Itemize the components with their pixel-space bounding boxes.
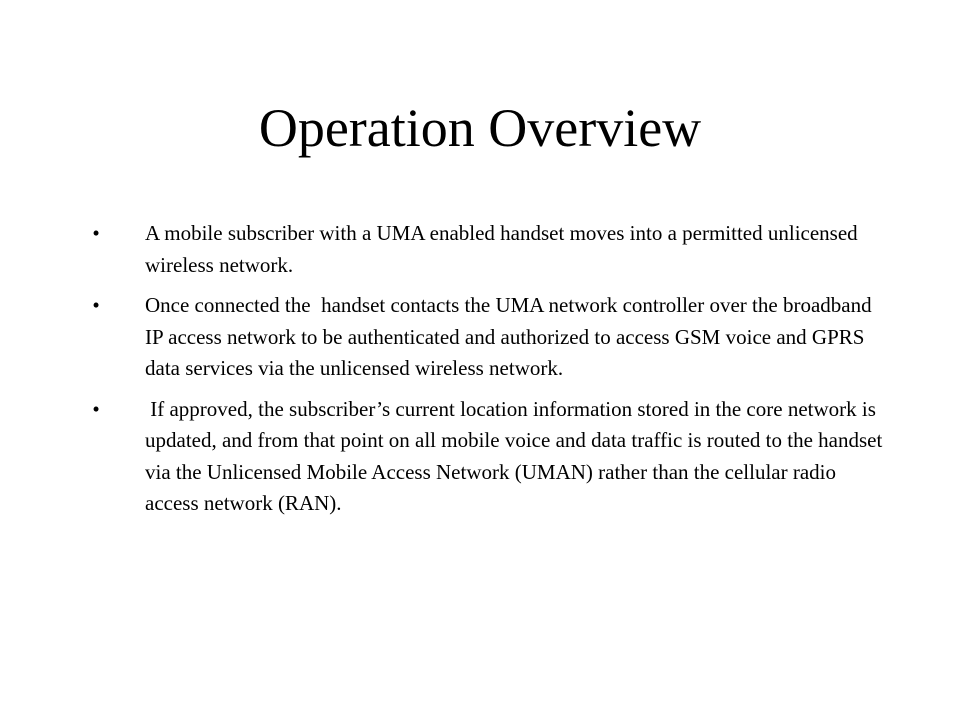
bullet-item: [86, 394, 886, 520]
slide-title: Operation Overview: [258, 98, 702, 158]
bullet-text: Once connected the handset contacts the UMA network controller over the broadband IP access network to be authenticated and authorized to access GSM voice and GPRS data services via the unlicensed wireless network.: [145, 293, 877, 380]
bullet-text: A mobile subscriber with a UMA enabled handset moves into a permitted unlicensed wireless network.: [145, 221, 863, 277]
bullet-item: [86, 290, 886, 385]
bullet-text: If approved, the subscriber’s current location information stored in the core network is updated, and from that point on all mobile voice and data traffic is routed to the handset via the Unlicensed Mobile Access Network (UMAN) rather than the cellular radio access network (RAN).: [145, 396, 888, 515]
bullet-dot-icon: •: [92, 293, 100, 317]
bullet-dot-icon: •: [92, 396, 100, 421]
bullet-dot-icon: •: [92, 221, 100, 245]
bullet-item: [86, 218, 886, 281]
bullet-list: [86, 218, 886, 529]
